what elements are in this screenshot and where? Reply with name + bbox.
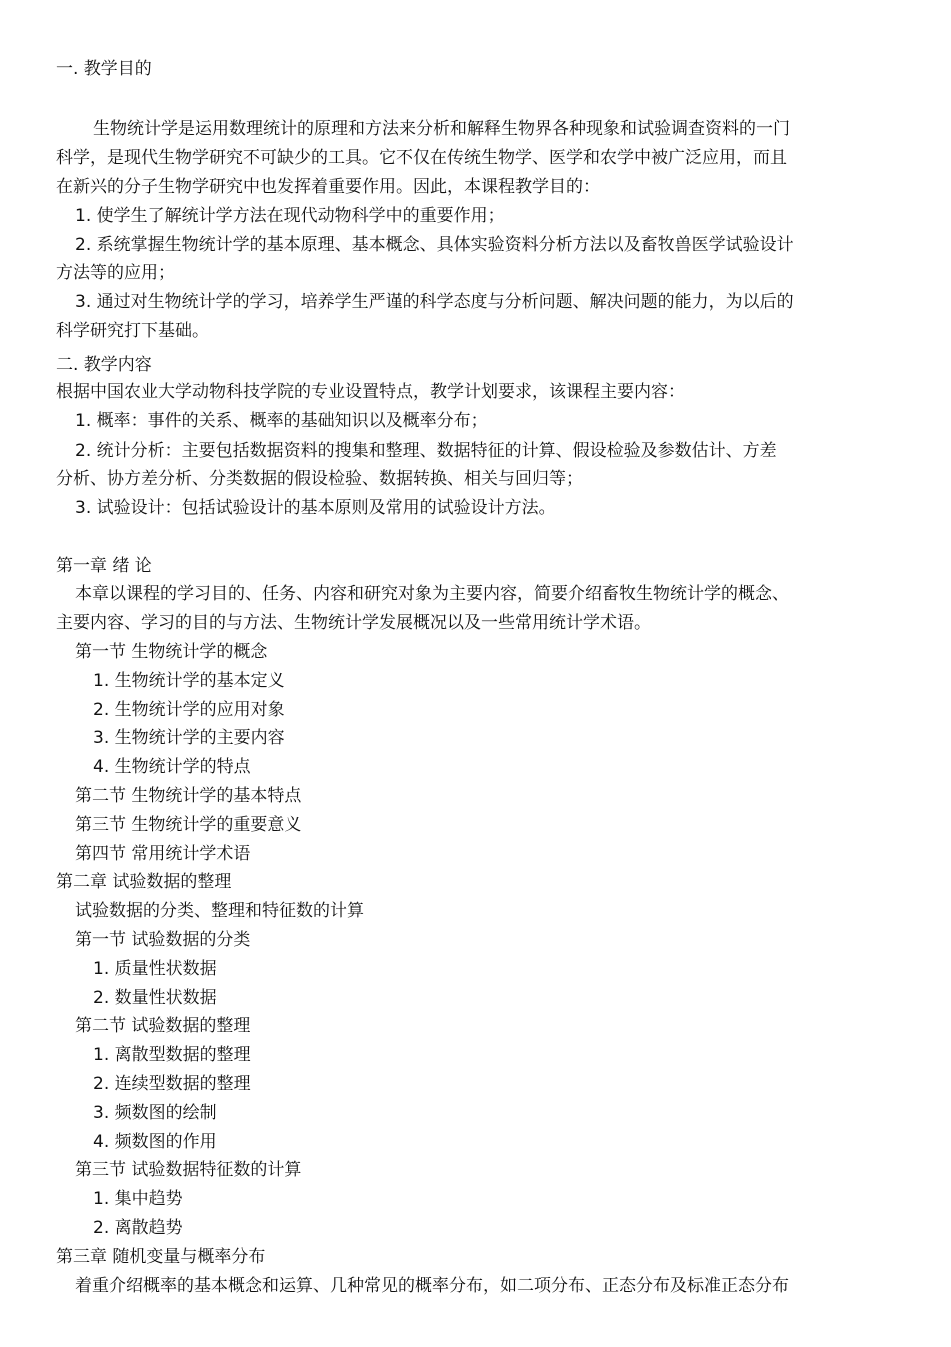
section-title: 第二节 试验数据的整理 [75,1016,251,1036]
section-title: 第一节 试验数据的分类 [75,930,251,950]
paragraph-line: 根据中国农业大学动物科技学院的专业设置特点，教学计划要求，该课程主要内容： [56,382,685,402]
goal-item: 1. 使学生了解统计学方法在现代动物科学中的重要作用； [75,206,505,226]
chapter-title: 第三章 随机变量与概率分布 [56,1247,266,1267]
list-item: 1. 质量性状数据 [93,959,217,979]
section-title: 第二节 生物统计学的基本特点 [75,786,302,806]
chapter-summary: 本章以课程的学习目的、任务、内容和研究对象为主要内容，简要介绍畜牧生物统计学的概念、 [75,584,789,604]
list-item: 1. 生物统计学的基本定义 [93,671,285,691]
section-title: 第三节 试验数据特征数的计算 [75,1160,302,1180]
goal-item-continuation: 方法等的应用； [56,263,175,283]
section-title: 第一节 生物统计学的概念 [75,642,268,662]
goal-item: 2. 系统掌握生物统计学的基本原理、基本概念、具体实验资料分析方法以及畜牧兽医学试验设计 [75,235,794,255]
content-item: 1. 概率：事件的关系、概率的基础知识以及概率分布； [75,411,488,431]
list-item: 1. 集中趋势 [93,1189,183,1209]
list-item: 1. 离散型数据的整理 [93,1045,251,1065]
chapter-title: 第二章 试验数据的整理 [56,872,232,892]
list-item: 3. 频数图的绘制 [93,1103,217,1123]
list-item: 2. 连续型数据的整理 [93,1074,251,1094]
chapter-summary: 着重介绍概率的基本概念和运算、几种常见的概率分布，如二项分布、正态分布及标准正态分布 [75,1276,789,1296]
list-item: 2. 离散趋势 [93,1218,183,1238]
list-item: 3. 生物统计学的主要内容 [93,728,285,748]
section-title: 第四节 常用统计学术语 [75,844,251,864]
goal-item-continuation: 科学研究打下基础。 [56,321,209,341]
paragraph-line: 生物统计学是运用数理统计的原理和方法来分析和解释生物界各种现象和试验调查资料的一门 [93,119,790,139]
section-title: 第三节 生物统计学的重要意义 [75,815,302,835]
list-item: 4. 生物统计学的特点 [93,757,251,777]
content-item: 3. 试验设计：包括试验设计的基本原则及常用的试验设计方法。 [75,498,556,518]
paragraph-line: 在新兴的分子生物学研究中也发挥着重要作用。因此，本课程教学目的： [56,177,600,197]
list-item: 2. 生物统计学的应用对象 [93,700,285,720]
section-heading-teaching-content: 二. 教学内容 [56,355,152,375]
content-item: 2. 统计分析：主要包括数据资料的搜集和整理、数据特征的计算、假设检验及参数估计、方差 [75,441,777,461]
content-item-continuation: 分析、协方差分析、分类数据的假设检验、数据转换、相关与回归等； [56,469,583,489]
paragraph-line: 科学，是现代生物学研究不可缺少的工具。它不仅在传统生物学、医学和农学中被广泛应用，而且 [56,148,787,168]
chapter-summary: 试验数据的分类、整理和特征数的计算 [75,901,364,921]
goal-item: 3. 通过对生物统计学的学习，培养学生严谨的科学态度与分析问题、解决问题的能力，为以后的 [75,292,794,312]
chapter-summary: 主要内容、学习的目的与方法、生物统计学发展概况以及一些常用统计学术语。 [56,613,651,633]
chapter-title: 第一章 绪 论 [56,556,152,576]
section-heading-teaching-goals: 一. 教学目的 [56,59,152,79]
list-item: 4. 频数图的作用 [93,1132,217,1152]
list-item: 2. 数量性状数据 [93,988,217,1008]
